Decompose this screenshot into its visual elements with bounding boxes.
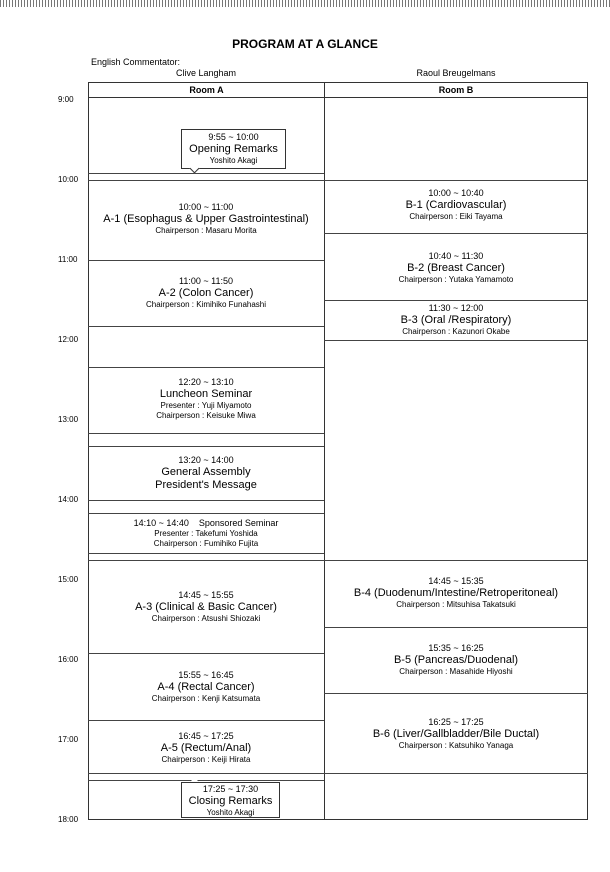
session-name: A-4 (Rectal Cancer) <box>157 681 255 693</box>
time-label: 11:00 <box>58 255 78 264</box>
row-divider <box>324 340 588 341</box>
commentator-label: English Commentator: <box>91 57 181 67</box>
session-general-assembly <box>88 455 324 492</box>
session-name: General Assembly <box>161 466 251 478</box>
row-divider <box>88 653 324 654</box>
session-name: A-1 (Esophagus & Upper Gastrointestinal) <box>103 213 309 225</box>
row-divider <box>88 173 324 174</box>
session-presenter: Presenter : Takefumi Yoshida <box>154 529 258 538</box>
session-name: B-5 (Pancreas/Duodenal) <box>393 654 519 666</box>
session-name: A-2 (Colon Cancer) <box>158 287 254 299</box>
closing-time: 17:25 ~ 17:30 <box>202 784 259 794</box>
session-name: A-5 (Rectum/Anal) <box>160 742 252 754</box>
row-divider <box>324 180 588 181</box>
room-b-header: Room B <box>325 82 587 98</box>
session-time: 14:45 ~ 15:35 <box>428 576 484 586</box>
closing-remarks-callout <box>181 782 280 818</box>
time-label: 13:00 <box>58 415 79 424</box>
session-chair: Chairperson : Katsuhiko Yanaga <box>398 741 514 750</box>
session-chair: Chairperson : Mitsuhisa Takatsuki <box>396 600 516 609</box>
time-label: 9:00 <box>58 95 74 104</box>
row-divider <box>324 233 588 234</box>
time-label: 10:00 <box>58 175 79 184</box>
session-sponsored-seminar <box>88 518 324 549</box>
time-label: 17:00 <box>58 735 79 744</box>
row-divider <box>88 367 324 368</box>
session-chair: Chairperson : Masahide Hiyoshi <box>399 667 513 676</box>
row-divider <box>88 500 324 501</box>
session-name: A-3 (Clinical & Basic Cancer) <box>135 601 277 613</box>
session-name: B-2 (Breast Cancer) <box>407 262 505 274</box>
row-divider <box>88 180 324 181</box>
session-b2 <box>324 251 588 285</box>
session-a4 <box>88 670 324 704</box>
session-name: B-1 (Cardiovascular) <box>405 199 507 211</box>
session-a5 <box>88 731 324 765</box>
time-label: 15:00 <box>58 575 79 584</box>
opening-speaker: Yoshito Akagi <box>209 156 258 165</box>
session-name-line2: President's Message <box>155 479 257 491</box>
session-b6 <box>324 717 588 751</box>
top-border <box>0 0 610 7</box>
session-b4 <box>324 576 588 610</box>
session-time: 10:40 ~ 11:30 <box>428 251 484 261</box>
session-a3 <box>88 590 324 624</box>
session-time: 11:00 ~ 11:50 <box>179 276 233 286</box>
row-divider <box>324 773 588 774</box>
session-time: 14:10 ~ 14:40 Sponsored Seminar <box>133 518 279 528</box>
time-label: 18:00 <box>58 815 79 824</box>
row-divider <box>88 720 324 721</box>
time-label: 14:00 <box>58 495 79 504</box>
session-chair: Chairperson : Keisuke Miwa <box>156 411 256 420</box>
row-divider <box>88 773 324 774</box>
session-name: B-3 (Oral /Respiratory) <box>400 314 512 326</box>
session-time: 12:20 ~ 13:10 <box>178 377 234 387</box>
row-divider <box>88 553 324 554</box>
session-name: B-4 (Duodenum/Intestine/Retroperitoneal) <box>353 587 559 599</box>
opening-remarks-callout <box>181 129 286 169</box>
row-divider <box>88 513 324 514</box>
row-divider <box>324 560 588 561</box>
commentator-room-a: Clive Langham <box>175 68 237 78</box>
session-time: 11:30 ~ 12:00 <box>428 303 484 313</box>
session-time: 10:00 ~ 10:40 <box>428 188 484 198</box>
session-luncheon-seminar <box>88 377 324 421</box>
session-b3 <box>324 303 588 337</box>
row-divider <box>88 560 324 561</box>
row-divider <box>88 433 324 434</box>
closing-name: Closing Remarks <box>188 795 273 807</box>
session-chair: Chairperson : Fumihiko Fujita <box>153 539 259 548</box>
row-divider <box>324 627 588 628</box>
row-divider <box>324 693 588 694</box>
session-name: Luncheon Seminar <box>159 388 253 400</box>
session-b1 <box>324 188 588 222</box>
session-time: 15:55 ~ 16:45 <box>178 670 234 680</box>
opening-name: Opening Remarks <box>189 143 278 155</box>
session-chair: Chairperson : Kimihiko Funahashi <box>145 300 267 309</box>
session-chair: Chairperson : Kazunori Okabe <box>402 327 510 336</box>
session-a2 <box>88 276 324 310</box>
session-chair: Chairperson : Yutaka Yamamoto <box>398 275 514 284</box>
session-time: 16:25 ~ 17:25 <box>428 717 484 727</box>
closing-speaker: Yoshito Akagi <box>206 808 255 817</box>
session-chair: Chairperson : Eiki Tayama <box>409 212 503 221</box>
session-time: 10:00 ~ 11:00 <box>178 202 234 212</box>
session-time: 15:35 ~ 16:25 <box>428 643 484 653</box>
row-divider <box>324 300 588 301</box>
commentator-room-b: Raoul Breugelmans <box>416 68 496 78</box>
session-chair: Chairperson : Atsushi Shiozaki <box>151 614 261 623</box>
session-time: 14:45 ~ 15:55 <box>178 590 234 600</box>
time-label: 16:00 <box>58 655 79 664</box>
session-chair: Chairperson : Masaru Morita <box>155 226 257 235</box>
row-divider <box>88 780 324 781</box>
time-label: 12:00 <box>58 335 79 344</box>
row-divider <box>88 326 324 327</box>
session-time: 13:20 ~ 14:00 <box>178 455 234 465</box>
session-time: 16:45 ~ 17:25 <box>178 731 234 741</box>
page-title: PROGRAM AT A GLANCE <box>232 37 378 51</box>
session-a1 <box>88 202 324 236</box>
opening-time: 9:55 ~ 10:00 <box>208 132 259 142</box>
room-a-header: Room A <box>89 82 324 98</box>
session-name: B-6 (Liver/Gallbladder/Bile Ductal) <box>372 728 540 740</box>
session-chair: Chairperson : Kenji Katsumata <box>151 694 261 703</box>
session-b5 <box>324 643 588 677</box>
row-divider <box>88 260 324 261</box>
row-divider <box>88 446 324 447</box>
session-chair: Chairperson : Keiji Hirata <box>161 755 251 764</box>
session-presenter: Presenter : Yuji Miyamoto <box>160 401 252 410</box>
